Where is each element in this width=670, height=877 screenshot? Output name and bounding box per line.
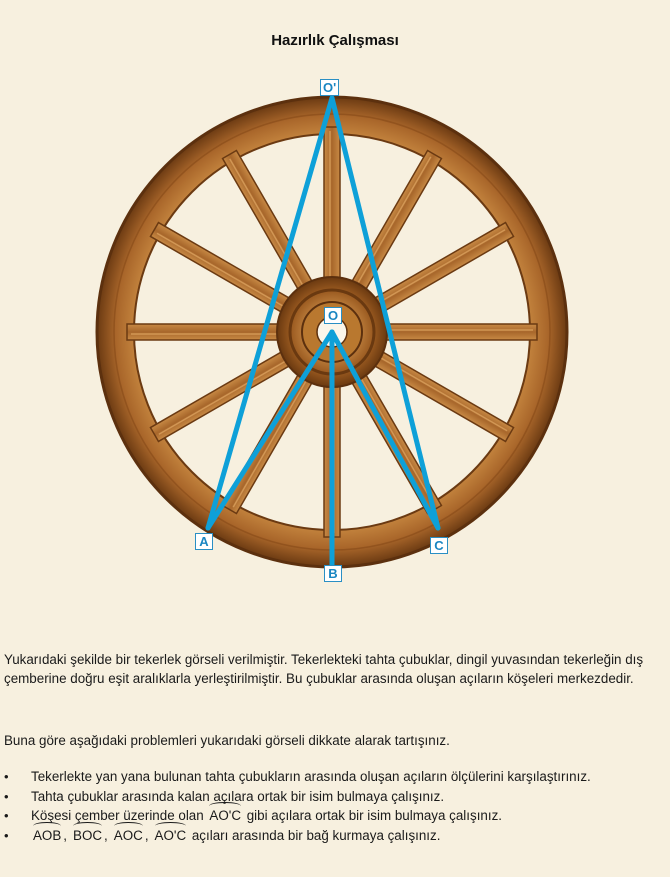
point-label-c: C <box>430 537 448 554</box>
page-title: Hazırlık Çalışması <box>271 32 399 49</box>
list-item: • Tekerlekte yan yana bulunan tahta çubukların arasında oluşan açıların ölçülerini karşılaştırınız. <box>4 769 591 784</box>
list-item: • Tahta çubuklar arasında kalan açılara ortak bir isim bulmaya çalışınız. <box>4 788 445 804</box>
list-item: • Köşesi çember üzerinde olan AO'C gibi açılara ortak bir isim bulmaya çalışınız. <box>4 808 502 823</box>
wagon-wheel-figure <box>95 70 575 590</box>
spoke <box>324 127 340 282</box>
discussion-list <box>4 767 664 845</box>
spoke <box>127 324 282 340</box>
angle-aoc: AOC <box>113 827 143 843</box>
angle-aob: AOB <box>33 827 62 843</box>
angle-aoc-prime: AO'C <box>209 808 241 823</box>
point-label-o-prime: O' <box>320 79 339 96</box>
point-label-o: O <box>324 307 342 324</box>
point-label-a: A <box>195 533 213 550</box>
angle-boc: BOC <box>73 827 103 843</box>
angle-aoc-prime-2: AO'C <box>154 827 187 843</box>
spoke <box>382 324 537 340</box>
list-item: • AOB , BOC , AOC , AO'C açıları arasında bir bağ kurmaya çalışınız. <box>4 827 441 843</box>
task-paragraph: Buna göre aşağıdaki problemleri yukarıdaki görseli dikkate alarak tartışınız. <box>4 733 450 748</box>
intro-paragraph: Yukarıdaki şekilde bir tekerlek görseli verilmiştir. Tekerlekteki tahta çubuklar, dingil yuvasından tekerleğin dış çemberine doğru eşit aralıklarla yerleştirilmiştir. Bu çubuklar arasında oluşan açıların köşeleri merkezdedir. <box>4 652 644 686</box>
point-label-b: B <box>324 565 342 582</box>
